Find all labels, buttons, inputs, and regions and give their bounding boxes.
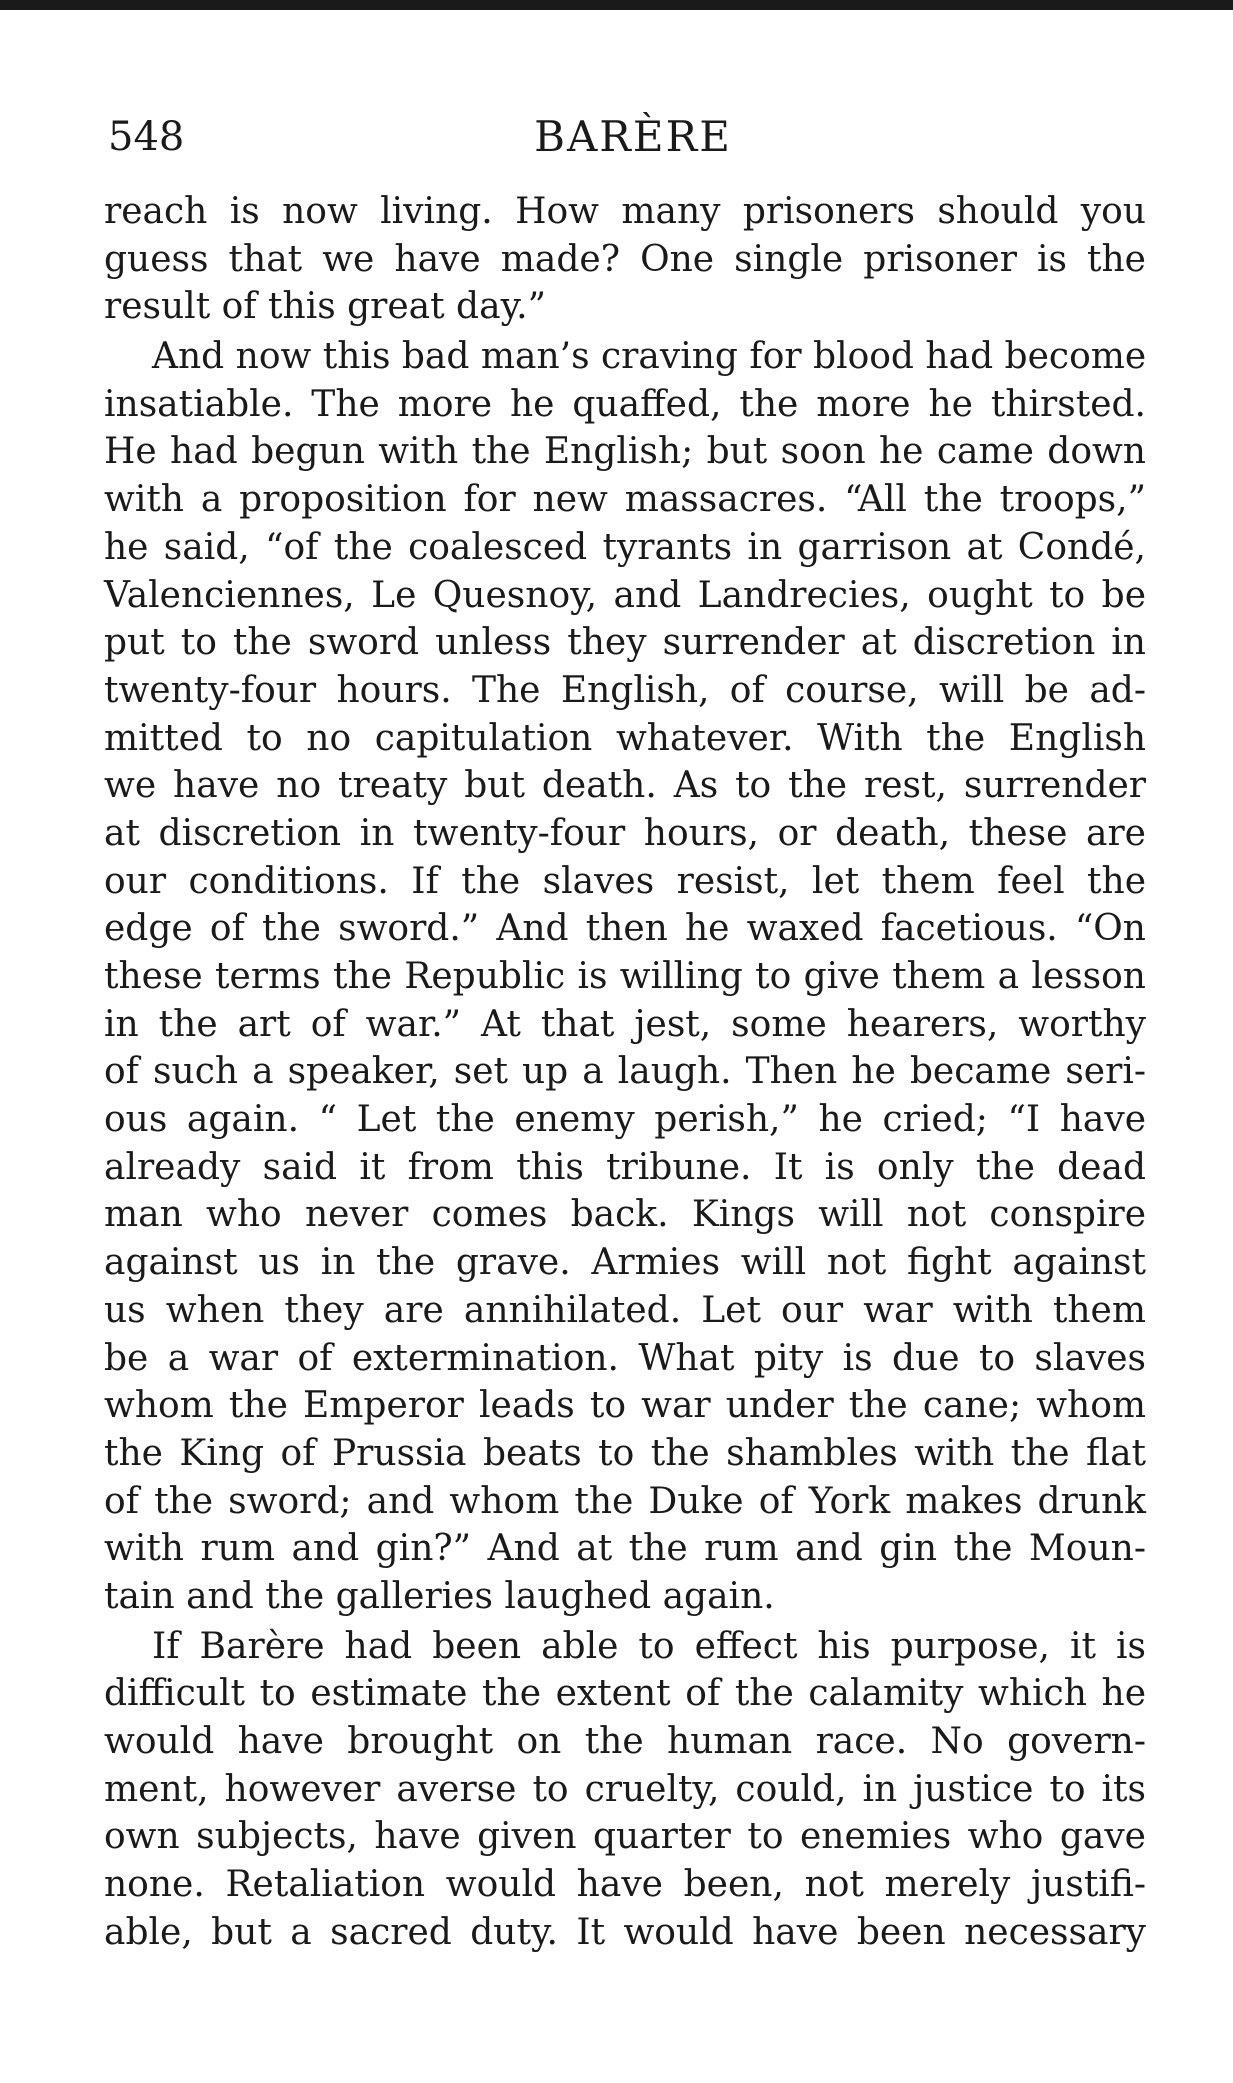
text-line: of the sword; and whom the Duke of York makes drunk xyxy=(104,1480,1146,1522)
top-border-rule xyxy=(0,0,1233,10)
text-line: reach is now living. How many prisoners should you xyxy=(104,191,1146,232)
text-line: man who never comes back. Kings will not conspire xyxy=(104,1194,1146,1236)
text-line: in the art of war.” At that jest, some hearers, worthy xyxy=(104,1003,1146,1045)
text-line: ous again. “ Let the enemy perish,” he cried; “I have xyxy=(104,1099,1146,1141)
text-line: whom the Emperor leads to war under the cane; whom xyxy=(104,1385,1146,1427)
text-line: put to the sword unless they surrender at discretion in xyxy=(104,622,1146,664)
text-line: us when they are annihilated. Let our war with them xyxy=(104,1289,1146,1331)
text-line: guess that we have made? One single prisoner is the xyxy=(104,238,1146,280)
text-line: these terms the Republic is willing to give them a lesson xyxy=(104,956,1146,997)
text-line: with a proposition for new massacres. “All the troops,” xyxy=(104,479,1146,521)
text-line: twenty-four hours. The English, of course, will be ad- xyxy=(104,669,1146,711)
text-line: none. Retaliation would have been, not merely justifi- xyxy=(104,1864,1146,1906)
text-line: against us in the grave. Armies will not fight against xyxy=(104,1242,1146,1284)
paragraph-2 xyxy=(104,333,1146,1621)
text-line: own subjects, have given quarter to enemies who gave xyxy=(104,1816,1146,1858)
text-line: difficult to estimate the extent of the calamity which he xyxy=(104,1673,1146,1715)
text-line: Valenciennes, Le Quesnoy, and Landrecies, ought to be xyxy=(104,574,1146,616)
text-line: insatiable. The more he quaffed, the more he thirsted. xyxy=(104,383,1146,425)
text-line: edge of the sword.” And then he waxed facetious. “On xyxy=(104,908,1146,950)
text-line: of such a speaker, set up a laugh. Then he became seri- xyxy=(104,1051,1146,1093)
text-line: He had begun with the English; but soon he came down xyxy=(104,431,1146,473)
paragraph-3 xyxy=(104,1623,1146,1957)
text-line: ment, however averse to cruelty, could, in justice to its xyxy=(104,1768,1146,1810)
text-line: our conditions. If the slaves resist, let them feel the xyxy=(104,860,1146,902)
text-line: be a war of extermination. What pity is due to slaves xyxy=(104,1337,1146,1379)
text-line: able, but a sacred duty. It would have been necessary xyxy=(104,1911,1146,1953)
text-line: with rum and gin?” And at the rum and gin the Moun- xyxy=(104,1528,1146,1570)
text-line: And now this bad man’s craving for blood had become xyxy=(152,336,1147,378)
text-line: at discretion in twenty-four hours, or death, these are xyxy=(104,812,1146,854)
page-header xyxy=(108,104,1158,164)
text-line: we have no treaty but death. As to the rest, surrender xyxy=(104,765,1146,807)
running-head-title: BARÈRE xyxy=(534,112,732,161)
text-line: result of this great day.” xyxy=(104,286,546,328)
text-line: mitted to no capitulation whatever. With the English xyxy=(104,717,1146,759)
text-line: the King of Prussia beats to the shambles with the flat xyxy=(104,1432,1146,1474)
text-line: tain and the galleries laughed again. xyxy=(104,1575,775,1617)
body-text xyxy=(104,188,1146,1956)
text-line: would have brought on the human race. No govern- xyxy=(104,1721,1146,1762)
text-line: If Barère had been able to effect his purpose, it is xyxy=(152,1625,1146,1667)
text-line: he said, “of the coalesced tyrants in garrison at Condé, xyxy=(104,526,1146,568)
text-line: already said it from this tribune. It is only the dead xyxy=(104,1146,1146,1188)
page-number: 548 xyxy=(108,114,185,160)
paragraph-1 xyxy=(104,188,1146,331)
